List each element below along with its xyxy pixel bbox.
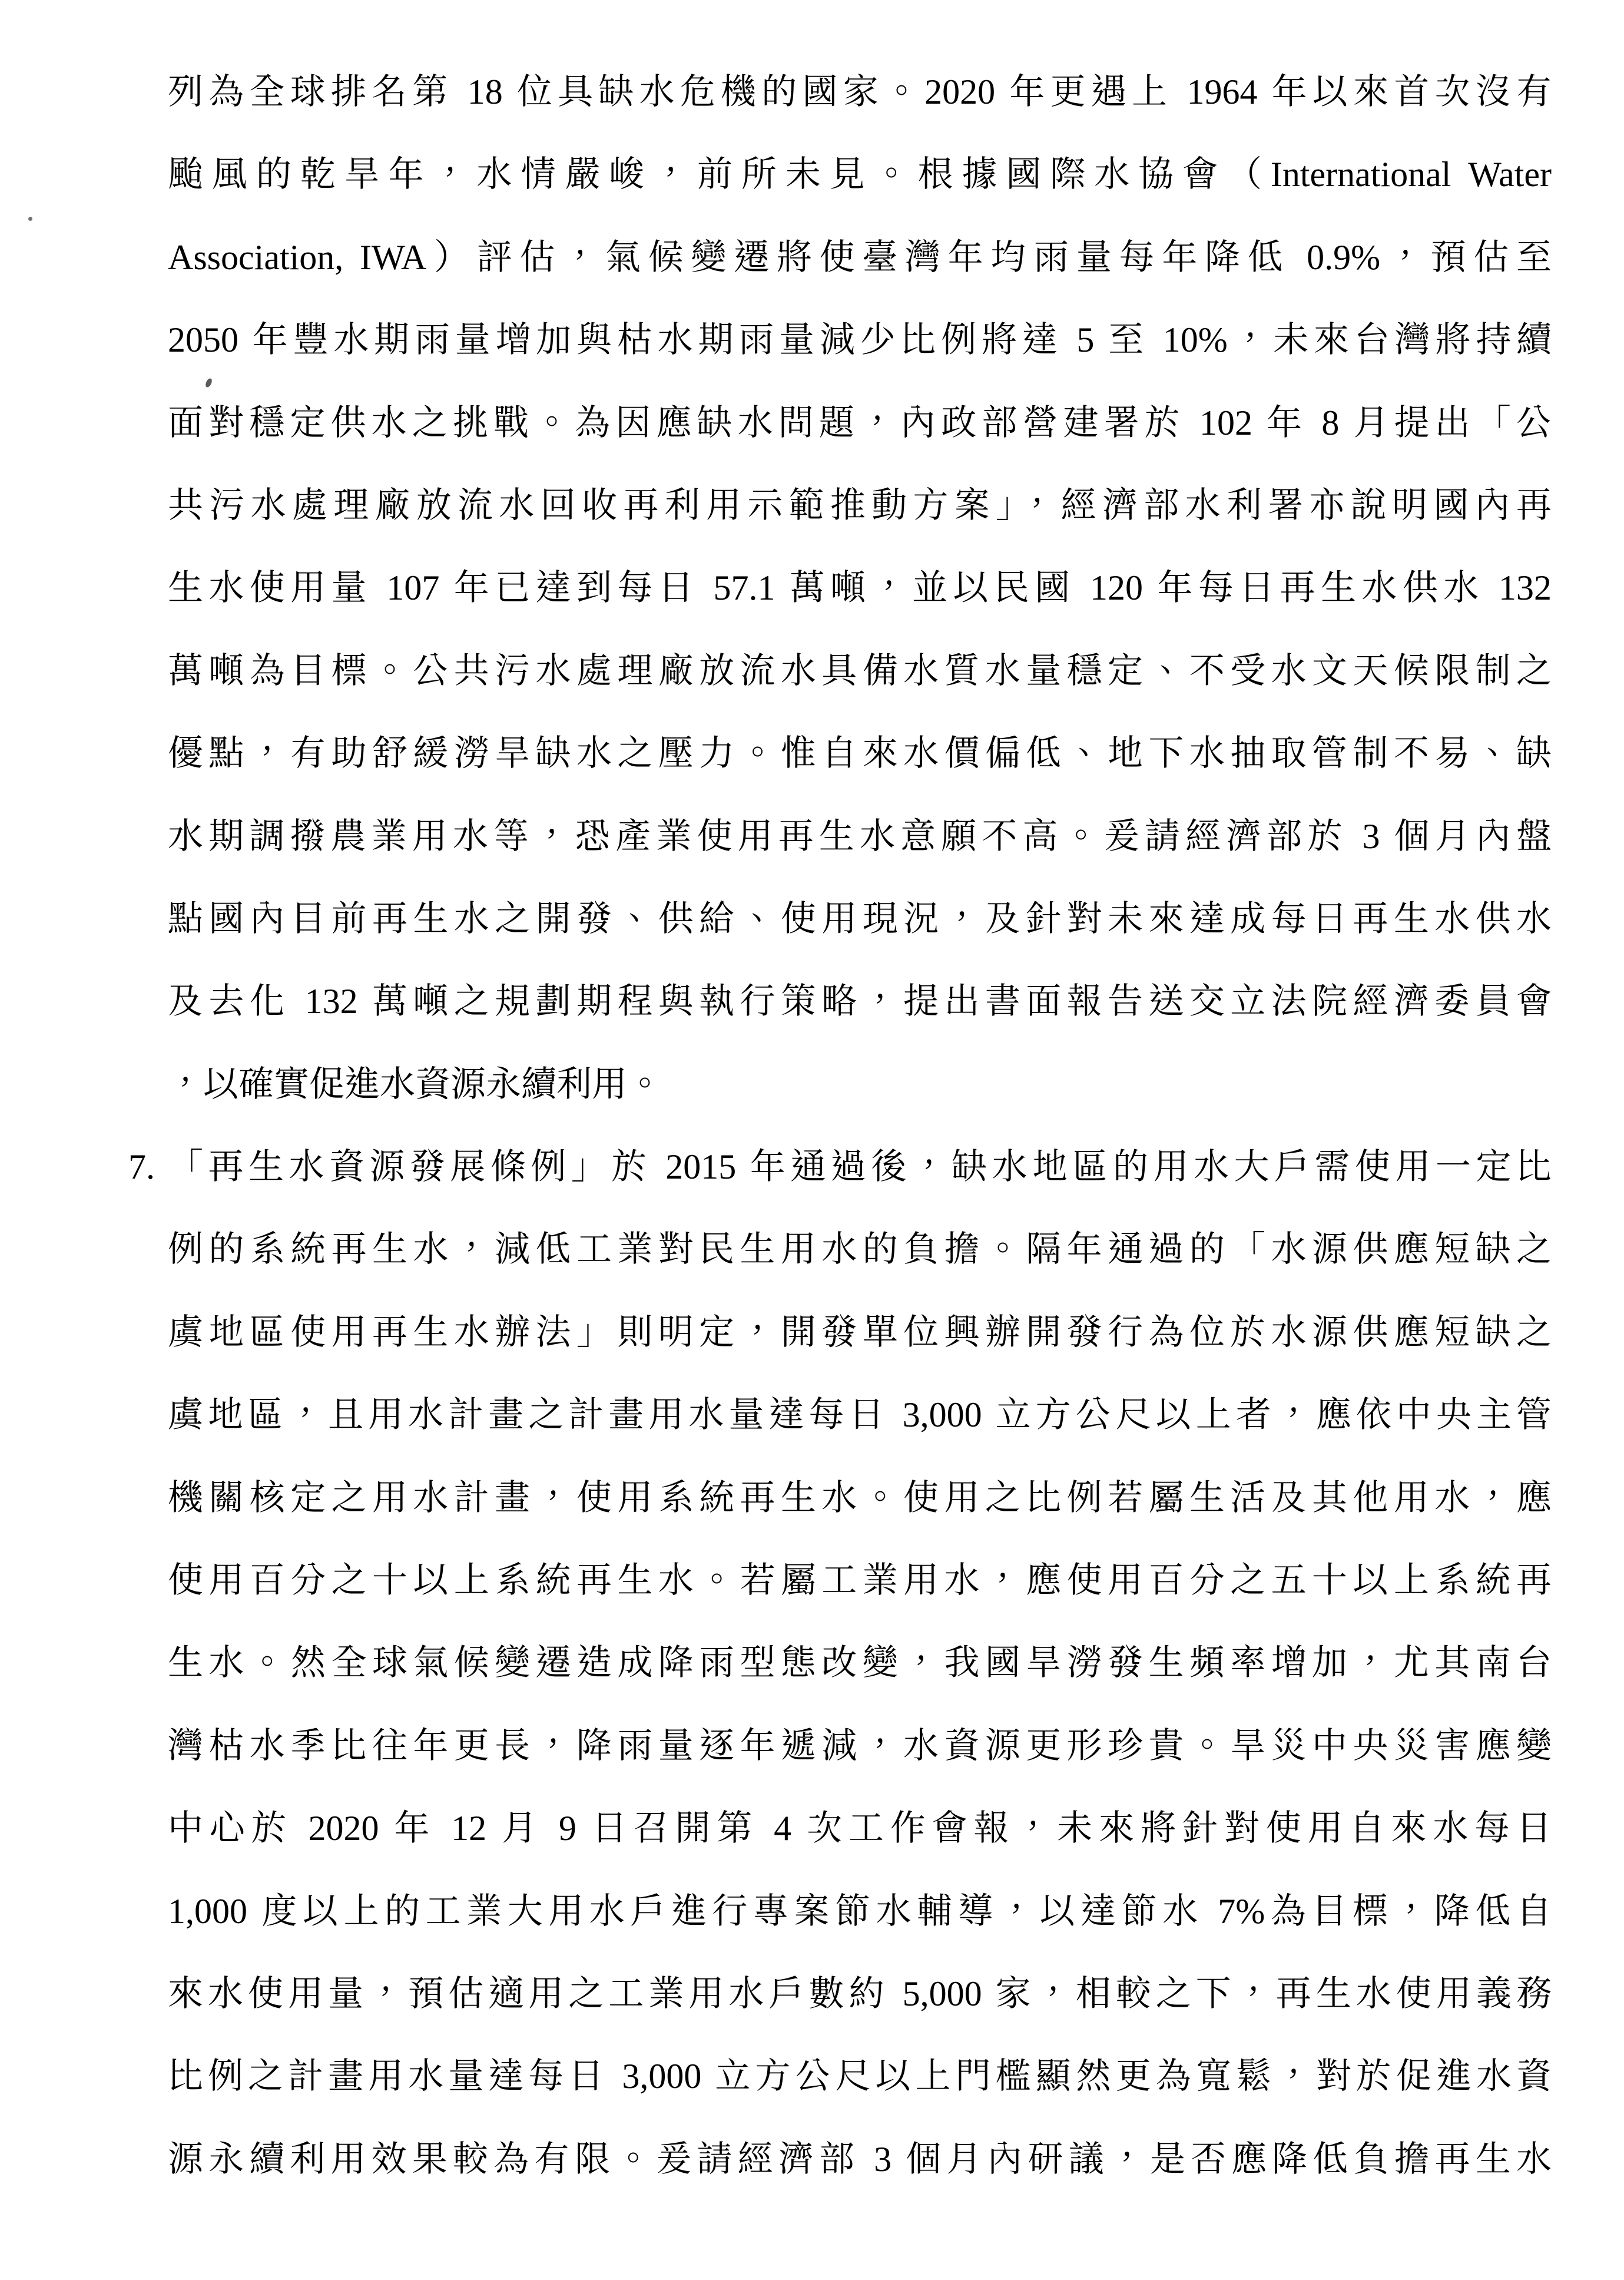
text-line-content: 共污水處理廠放流水回收再利用示範推動方案」，經濟部水利署亦說明國內再 bbox=[168, 485, 1552, 525]
list-item-number: 7. bbox=[128, 1147, 155, 1187]
text-line-content: 來水使用量，預估適用之工業用水戶數約 5,000 家，相較之下，再生水使用義務 bbox=[168, 1974, 1552, 2013]
text-line bbox=[168, 547, 1552, 629]
text-line bbox=[168, 1539, 1552, 1622]
text-line-content: 例的系統再生水，減低工業對民生用水的負擔。隔年通過的「水源供應短缺之 bbox=[168, 1230, 1552, 1269]
text-line-content: 及去化 132 萬噸之規劃期程與執行策略，提出書面報告送交立法院經濟委員會 bbox=[168, 982, 1552, 1021]
text-line-content: 萬噸為目標。公共污水處理廠放流水具備水質水量穩定、不受水文天候限制之 bbox=[168, 651, 1552, 690]
text-line bbox=[168, 1457, 1552, 1539]
text-line-content: 點國內目前再生水之開發、供給、使用現況，及針對未來達成每日再生水供水 bbox=[168, 899, 1552, 938]
text-line-content: 源永續利用效果較為有限。爰請經濟部 3 個月內研議，是否應降低負擔再生水 bbox=[168, 2139, 1552, 2179]
text-line bbox=[168, 464, 1552, 547]
text-line-content: 2050 年豐水期雨量增加與枯水期雨量減少比例將達 5 至 10%，未來台灣將持續 bbox=[168, 320, 1552, 360]
text-line bbox=[168, 1953, 1552, 2035]
text-line-content: 中心於 2020 年 12 月 9 日召開第 4 次工作會報，未來將針對使用自來水每日 bbox=[168, 1809, 1552, 1848]
text-line bbox=[168, 299, 1552, 381]
text-line bbox=[168, 1622, 1552, 1704]
text-line bbox=[168, 630, 1552, 712]
text-line bbox=[168, 1870, 1552, 1953]
text-line bbox=[168, 2118, 1552, 2200]
text-line-content: 「再生水資源發展條例」於 2015 年通過後，缺水地區的用水大戶需使用一定比 bbox=[168, 1147, 1552, 1187]
text-line-content: 虞地區，且用水計畫之計畫用水量達每日 3,000 立方公尺以上者，應依中央主管 bbox=[168, 1395, 1552, 1435]
text-line bbox=[168, 712, 1552, 795]
scan-artifact-dot bbox=[28, 217, 32, 221]
document-body bbox=[128, 51, 1552, 2200]
text-line-content: 1,000 度以上的工業大用水戶進行專案節水輔導，以達節水 7%為目標，降低自 bbox=[168, 1891, 1552, 1931]
text-line bbox=[168, 51, 1552, 133]
text-line bbox=[168, 1208, 1552, 1290]
text-line-content: Association, IWA）評估，氣候變遷將使臺灣年均雨量每年降低 0.9%，預估至 bbox=[168, 237, 1552, 277]
text-line bbox=[168, 382, 1552, 464]
text-line-content: 面對穩定供水之挑戰。為因應缺水問題，內政部營建署於 102 年 8 月提出「公 bbox=[168, 403, 1552, 442]
text-line-content: 灣枯水季比往年更長，降雨量逐年遞減，水資源更形珍貴。旱災中央災害應變 bbox=[168, 1726, 1552, 1765]
text-line bbox=[168, 1705, 1552, 1787]
text-line bbox=[168, 795, 1552, 878]
text-line bbox=[128, 1126, 1552, 1208]
text-line-content: 比例之計畫用水量達每日 3,000 立方公尺以上門檻顯然更為寬鬆，對於促進水資 bbox=[168, 2057, 1552, 2096]
text-line bbox=[168, 1374, 1552, 1456]
text-line bbox=[168, 1043, 1552, 1126]
text-line bbox=[168, 960, 1552, 1043]
text-line-content: 使用百分之十以上系統再生水。若屬工業用水，應使用百分之五十以上系統再 bbox=[168, 1561, 1552, 1600]
text-line-content: 優點，有助舒緩澇旱缺水之壓力。惟自來水價偏低、地下水抽取管制不易、缺 bbox=[168, 734, 1552, 773]
text-line-content: 虞地區使用再生水辦法」則明定，開發單位興辦開發行為位於水源供應短缺之 bbox=[168, 1312, 1552, 1352]
text-line bbox=[168, 133, 1552, 216]
text-line-content: 颱風的乾旱年，水情嚴峻，前所未見。根據國際水協會（International Water bbox=[168, 155, 1552, 194]
text-line-content: ，以確實促進水資源永續利用。 bbox=[168, 1064, 662, 1104]
text-line-content: 列為全球排名第 18 位具缺水危機的國家。2020 年更遇上 1964 年以來首次沒有 bbox=[168, 72, 1552, 111]
text-line bbox=[168, 878, 1552, 960]
text-line bbox=[168, 1787, 1552, 1869]
text-line-content: 水期調撥農業用水等，恐產業使用再生水意願不高。爰請經濟部於 3 個月內盤 bbox=[168, 816, 1552, 856]
text-line bbox=[168, 1291, 1552, 1374]
text-line bbox=[168, 216, 1552, 299]
text-line bbox=[168, 2035, 1552, 2117]
text-line-content: 生水使用量 107 年已達到每日 57.1 萬噸，並以民國 120 年每日再生水供水 132 bbox=[168, 568, 1552, 608]
text-line-content: 機關核定之用水計畫，使用系統再生水。使用之比例若屬生活及其他用水，應 bbox=[168, 1478, 1552, 1517]
text-line-content: 生水。然全球氣候變遷造成降雨型態改變，我國旱澇發生頻率增加，尤其南台 bbox=[168, 1643, 1552, 1683]
